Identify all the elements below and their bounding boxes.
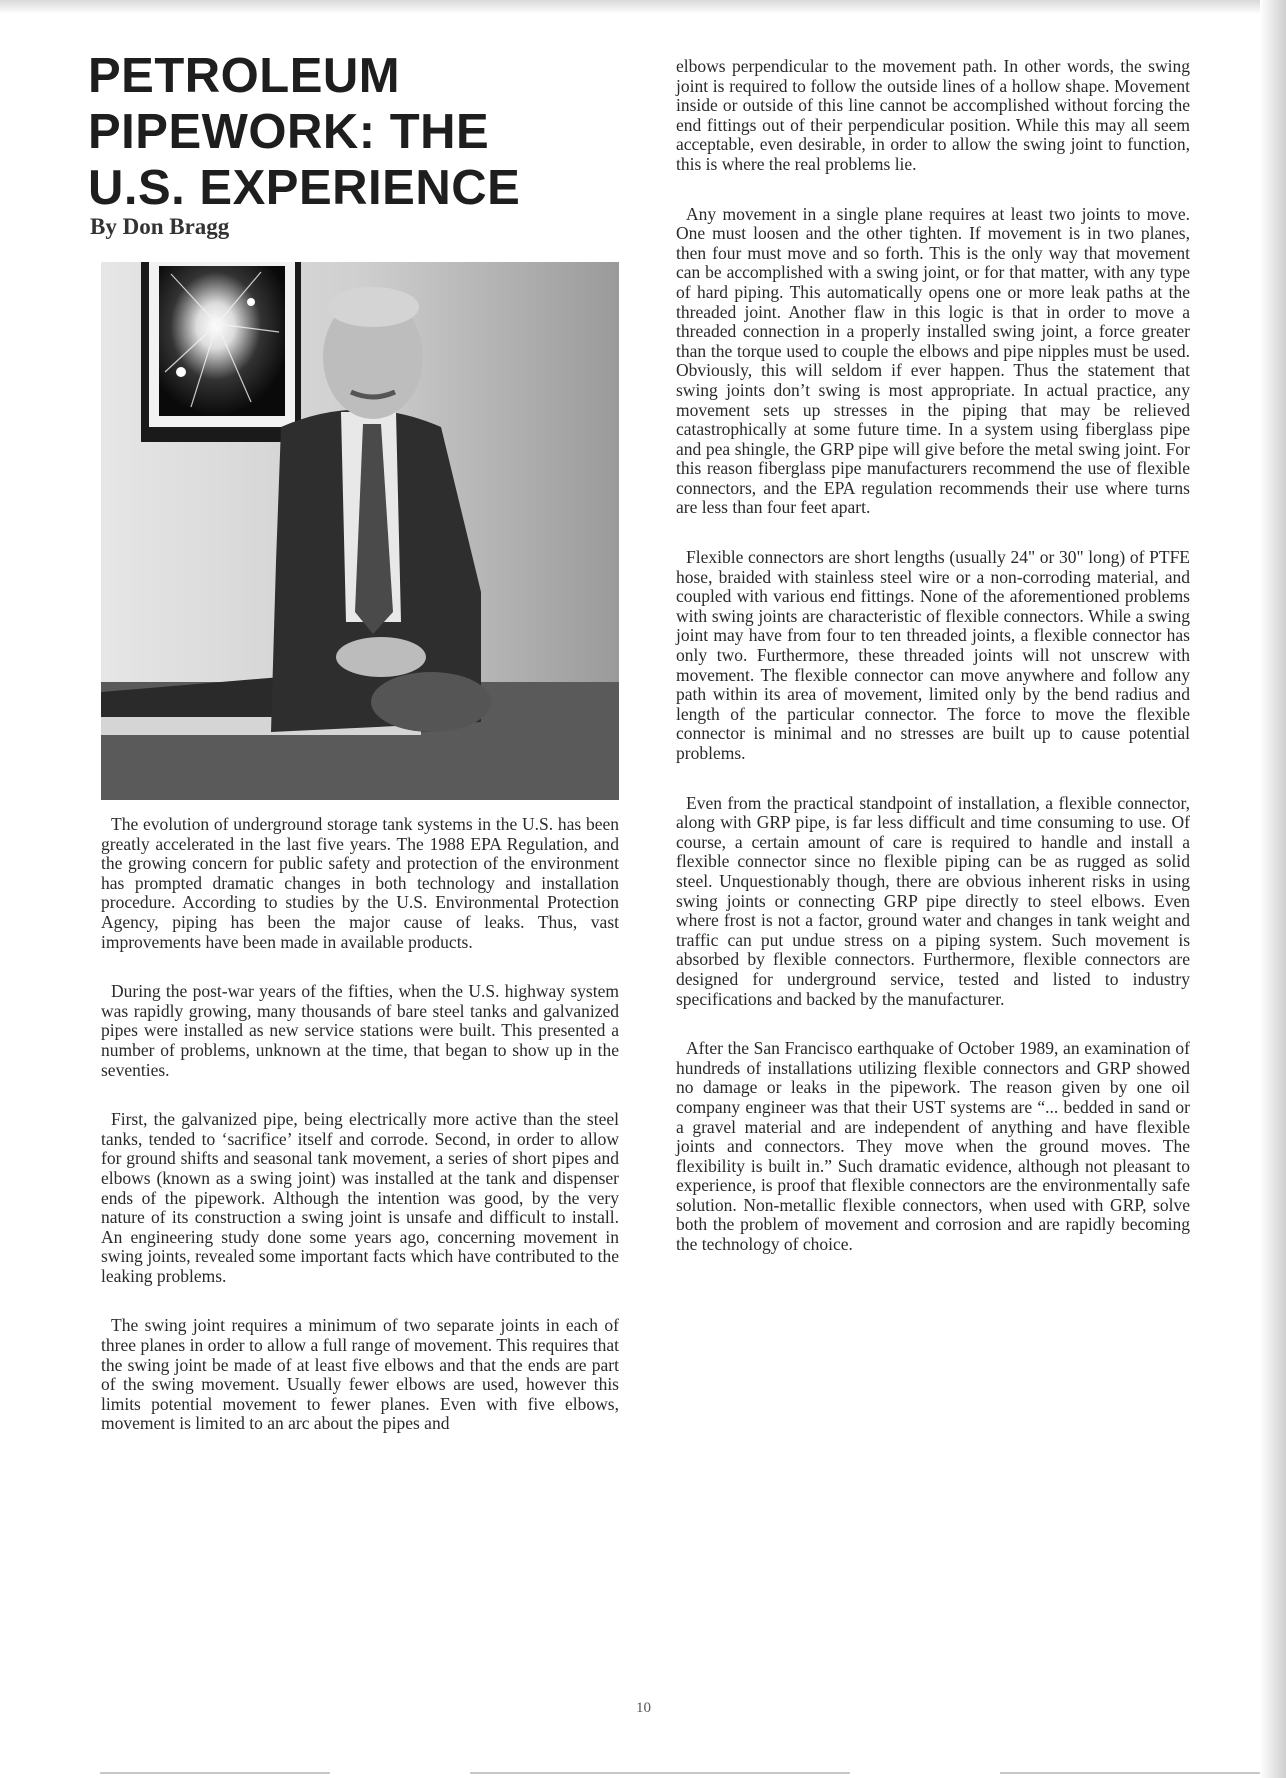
body-paragraph: After the San Francisco earthquake of October 1989, an examination of hundreds of installations utilizing flexible connectors and GRP showed no damage or leaks in the pipework. The reason given by one oil company engineer was that their UST systems are “... bedded in sand or a gravel material and are independent of anything and have flexible joints and connectors. They move when the ground moves. The flexibility is built in.” Such dramatic evidence, although not pleasant to experience, is proof that flexible connectors are the environmentally safe solution. Non-metallic flexible connectors, when used with GRP, solve both the problem of movement and corrosion and are rapidly becoming the technology of choice. <box>676 1038 1190 1255</box>
body-paragraph: The evolution of underground storage tank systems in the U.S. has been greatly accelerated in the last five years. The 1988 EPA Regulation, and the growing concern for public safety and protection of the environment has prompted dramatic changes in both technology and installation procedure. According to studies by the U.S. Environmental Protection Agency, piping has been the major cause of leaks. Thus, vast improvements have been made in available products. <box>101 814 619 952</box>
headline-line: PIPEWORK: THE <box>88 105 490 159</box>
article-headline <box>88 48 648 216</box>
portrait-photo-icon <box>101 262 619 800</box>
body-paragraph: During the post-war years of the fifties, when the U.S. highway system was rapidly growing, many thousands of bare steel tanks and galvanized pipes were installed as new service stations were built. This presented a number of problems, unknown at the time, that began to show up in the seventies. <box>101 981 619 1080</box>
byline: By Don Bragg <box>90 214 230 239</box>
body-paragraph: The swing joint requires a minimum of two separate joints in each of three planes in order to allow a full range of movement. This requires that the swing joint be made of at least five elbows and that the ends are part of the swing movement. Usually fewer elbows are used, however this limits potential movement to fewer planes. Even with five elbows, movement is limited to an arc about the pipes and <box>101 1315 619 1434</box>
headline-line: PETROLEUM <box>88 49 401 103</box>
body-paragraph: Even from the practical standpoint of installation, a flexible connector, along with GRP pipe, is far less difficult and time consuming to use. Of course, a certain amount of care is required to handle and install a flexible connector since no flexible piping can be as rugged as solid steel. Unquestionably though, there are obvious inherent risks in using swing joints or connecting GRP pipe directly to steel elbows. Even where frost is not a factor, ground water and changes in tank weight and traffic can put undue stress on a piping system. Such movement is absorbed by flexible connectors. Furthermore, flexible connectors are designed for underground service, tested and listed to industry specifications and backed by the manufacturer. <box>676 792 1190 1009</box>
page-number: 10 <box>636 1700 651 1716</box>
left-column <box>101 815 619 1464</box>
body-paragraph: Any movement in a single plane requires at least two joints to move. One must loosen and the other tighten. If movement is in two planes, then four must move and so forth. This is the only way that movement can be accomplished with a swing joint, or for that matter, with any type of hard piping. This automatically opens one or more leak paths at the threaded joint. Another flaw in this logic is that in order to move a threaded connection in a properly installed swing joint, a force greater than the torque used to couple the elbows and pipe nipples must be used. Obviously, this will seldom if ever happen. Thus the statement that swing joints don’t swing is most appropriate. In actual practice, any movement sets up stresses in the piping that may be relieved catastrophically at some future time. In a system using fiberglass pipe and pea shingle, the GRP pipe will give before the metal swing joint. For this reason fiberglass pipe manufacturers recommend the use of flexible connectors, and the EPA regulation recommends their use where turns are less than four feet apart. <box>676 203 1190 518</box>
body-paragraph: First, the galvanized pipe, being electrically more active than the steel tanks, tended to ‘sacrifice’ itself and corrode. Second, in order to allow for ground shifts and seasonal tank movement, a series of short pipes and elbows (known as a swing joint) was installed at the tank and dispenser ends of the pipework. Although the intention was good, by the very nature of its construction a swing joint is unsafe and difficult to install. An engineering study done some years ago, concerning movement in swing joints, revealed some important facts which have contributed to the leaking problems. <box>101 1109 619 1286</box>
right-column <box>676 57 1190 1285</box>
author-portrait-photo <box>101 262 619 800</box>
scan-bottom-edge <box>0 1768 1286 1778</box>
scan-top-edge <box>0 0 1286 14</box>
headline-line: U.S. EXPERIENCE <box>88 161 521 215</box>
body-paragraph: elbows perpendicular to the movement path. In other words, the swing joint is required to follow the outside lines of a hollow shape. Movement inside or outside of this line cannot be accomplished without forcing the end fittings out of their perpendicular position. While this may all seem acceptable, even desirable, in order to allow the swing joint to function, this is where the real problems lie. <box>676 56 1190 174</box>
body-paragraph: Flexible connectors are short lengths (usually 24" or 30" long) of PTFE hose, braided with stainless steel wire or a non-corroding material, and coupled with various end fittings. None of the aforementioned problems with swing joints are characteristic of flexible connectors. While a swing joint may have from four to ten threaded joints, a flexible connector has only two. Furthermore, these threaded joints will not unscrew with movement. The flexible connector can move anywhere and follow any path within its area of movement, limited only by the bend radius and length of the particular connector. The force to move the flexible connector is minimal and no stresses are built up to cause potential problems. <box>676 547 1190 763</box>
scan-right-edge <box>1260 0 1286 1778</box>
